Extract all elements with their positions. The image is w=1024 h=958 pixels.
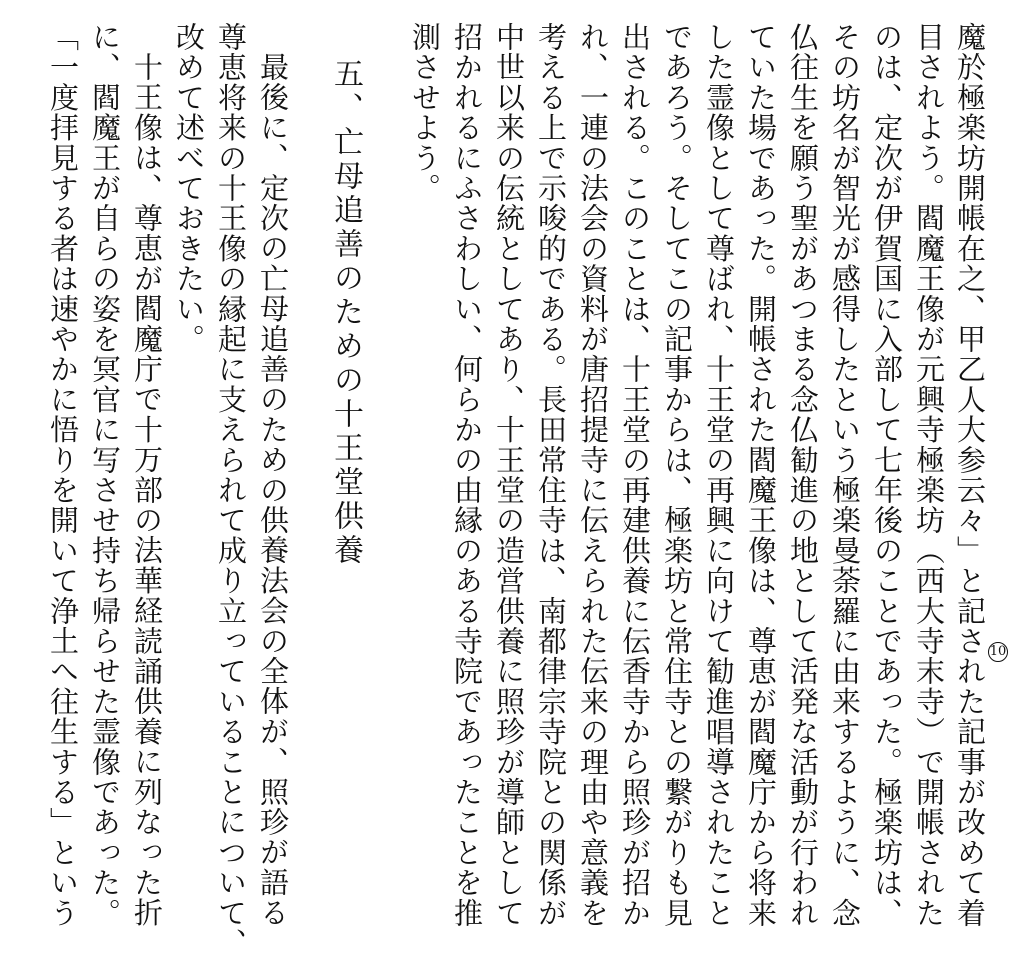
text-line: した霊像として尊ばれ、十王堂の再興に向けて勧進唱導されたこと	[702, 22, 736, 928]
text-column-16	[214, 22, 248, 958]
text-column-10	[576, 22, 610, 928]
text-column-1	[953, 22, 987, 929]
text-line: れ、一連の法会の資料が唐招提寺に伝えられた伝来の理由や意義を	[576, 22, 610, 928]
text-line: 中世以来の伝統としてあり、十王堂の造営供養に照珍が導師として	[492, 22, 526, 928]
text-line: 魔於極楽坊開帳在之、甲乙人大参云々」と記された記事が改めて着	[953, 22, 987, 929]
text-line: 目されよう。閻魔王像が元興寺極楽坊（西大寺末寺）で開帳された	[912, 22, 946, 928]
text-column-15	[256, 52, 290, 928]
text-line: その坊名が智光が感得したという極楽曼荼羅に由来するように、念	[828, 22, 862, 928]
text-column-9	[618, 22, 652, 928]
text-line: 「一度拝見する者は速やかに悟りを開いて浄土へ往生する」という	[46, 22, 80, 928]
text-column-2	[912, 22, 946, 928]
text-column-20	[46, 22, 80, 928]
section-heading-text: 五、亡母追善のための十王堂供養	[328, 58, 363, 568]
text-line: 尊恵将来の十王像の縁起に支えられて成り立っていることについて、	[214, 22, 248, 958]
text-column-3	[870, 22, 904, 928]
text-line: 十王像は、尊恵が閻魔庁で十万部の法華経読誦供養に列なった折	[130, 52, 164, 928]
text-column-11	[534, 22, 568, 928]
text-line: 仏往生を願う聖があつまる念仏勧進の地として活発な活動が行われ	[786, 22, 820, 928]
text-line: 測させよう。	[408, 22, 442, 204]
text-column-17	[172, 22, 206, 812]
text-column-5	[786, 22, 820, 928]
text-column-6	[744, 22, 778, 928]
text-column-12	[492, 22, 526, 928]
footnote-number: 10	[988, 642, 1008, 662]
text-line: に、閻魔王が自らの姿を冥官に写させ持ち帰らせた霊像であった。	[88, 22, 122, 928]
text-line: ていた場であった。開帳された閻魔王像は、尊恵が閻魔庁から将来	[744, 22, 778, 928]
text-column-13	[450, 22, 484, 928]
text-line: であろう。そしてこの記事からは、極楽坊と常住寺との繋がりも見	[660, 22, 694, 928]
text-column-4	[828, 22, 862, 928]
text-line: 出される。このことは、十王堂の再建供養に伝香寺から照珍が招か	[618, 22, 652, 928]
section-heading	[328, 58, 363, 848]
text-column-8	[660, 22, 694, 928]
text-line: 招かれるにふさわしい、何らかの由縁のある寺院であったことを推	[450, 22, 484, 928]
text-column-18	[130, 52, 164, 928]
text-line: 最後に、定次の亡母追善のための供養法会の全体が、照珍が語る	[256, 52, 290, 928]
text-column-7	[702, 22, 736, 928]
text-column-14	[408, 22, 442, 812]
text-line: のは、定次が伊賀国に入部して七年後のことであった。極楽坊は、	[870, 22, 904, 928]
footnote-marker[interactable]	[988, 640, 1008, 664]
text-column-19	[88, 22, 122, 928]
text-line: 改めて述べておきたい。	[172, 22, 206, 355]
text-line: 考える上で示唆的である。長田常住寺は、南都律宗寺院との関係が	[534, 22, 568, 928]
